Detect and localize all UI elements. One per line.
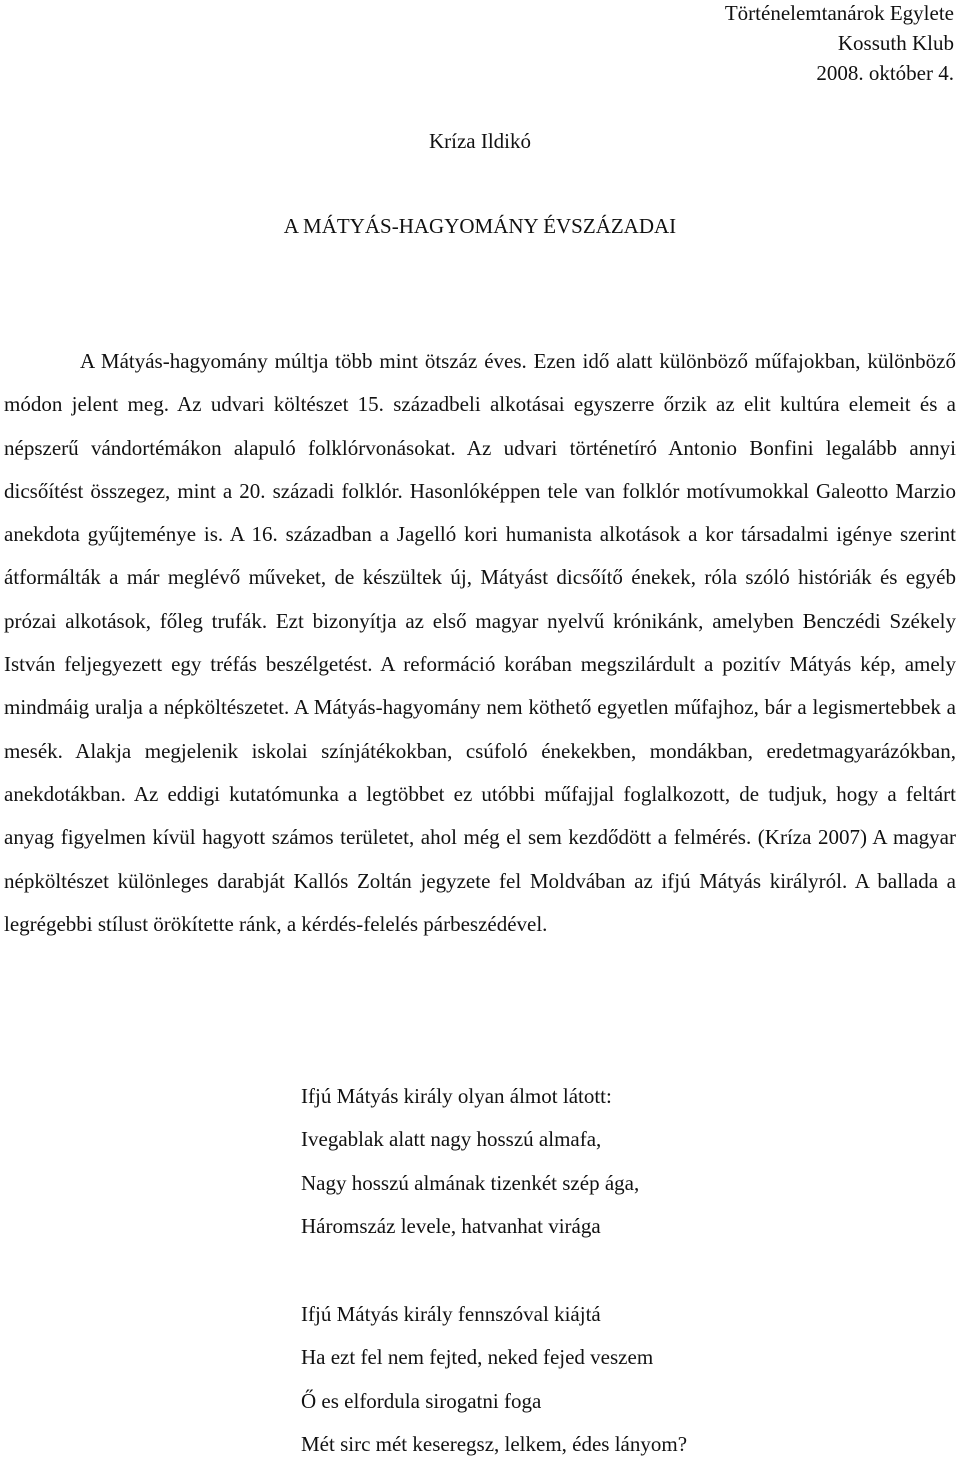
body-paragraph: A Mátyás-hagyomány múltja több mint ötszáz éves. Ezen idő alatt különböző műfajokban, különböző módon jelent meg. Az udvari költészet 15. századbeli alkotásai egyszerre őrzik az elit kultúra elemeit és a népszerű vándortémákon alapuló folklórvonásokat. Az udvari történetíró Antonio Bonfini legalább annyi dicsőítést összegez, mint a 20. századi folklór. Hasonlóképpen tele van folklór motívumokkal Galeotto Marzio anekdota gyűjteménye is. A 16. században a Jagelló kori humanista alkotások a kor társadalmi igénye szerint átformálták a már meglévő műveket, de készültek új, Mátyást dicsőítő énekek, róla szóló históriák és egyéb prózai alkotások, főleg trufák. Ezt bizonyítja az első magyar nyelvű krónikánk, amelyben Benczédi Székely István feljegyezett egy tréfás beszélgetést. A reformáció korában megszilárdult a pozitív Mátyás kép, amely mindmáig uralja a népköltészetet. A Mátyás-hagyomány nem köthető egyetlen műfajhoz, bár a legismertebbek a mesék. Alakja megjelenik iskolai színjátékokban, csúfoló énekekben, mondákban, eredetmagyarázókban, anekdotákban. Az eddigi kutatómunka a legtöbbet ez utóbbi műfajjal foglalkozott, de tudjuk, hogy a feltárt anyag figyelmen kívül hagyott számos területet, ahol még el sem kezdődött a felmérés. (Kríza 2007) A magyar népköltészet különleges darabját Kallós Zoltán jegyzete fel Moldvában az ifjú Mátyás királyról. A ballada a legrégebbi stílust örökítette ránk, a kérdés-felelés párbeszédével. (4, 349, 956, 936)
venue-name: Kossuth Klub (837, 31, 954, 55)
poem-stanza-2 (301, 1293, 687, 1466)
poem-line: Ifjú Mátyás király fennszóval kiájtá (301, 1302, 601, 1326)
organization-name: Történelemtanárok Egylete (724, 1, 954, 25)
poem-stanza-1 (301, 1075, 639, 1248)
document-title: A MÁTYÁS-HAGYOMÁNY ÉVSZÁZADAI (283, 214, 677, 238)
poem-line: Ő es elfordula sirogatni foga (301, 1388, 542, 1413)
poem-line: Ha ezt fel nem fejted, neked fejed veszem (301, 1345, 654, 1370)
poem-line: Ivegablak alatt nagy hosszú almafa, (301, 1127, 602, 1152)
poem-line: Ifjú Mátyás király olyan álmot látott: (301, 1084, 612, 1108)
document-header (725, 0, 954, 88)
poem-line: Mét sirc mét keseregsz, lelkem, édes lányom? (301, 1431, 688, 1456)
poem-line: Háromszáz levele, hatvanhat virága (301, 1213, 601, 1238)
poem-line: Nagy hosszú almának tizenkét szép ága, (301, 1170, 640, 1195)
event-date: 2008. október 4. (816, 61, 954, 85)
author-name: Kríza Ildikó (428, 129, 532, 153)
